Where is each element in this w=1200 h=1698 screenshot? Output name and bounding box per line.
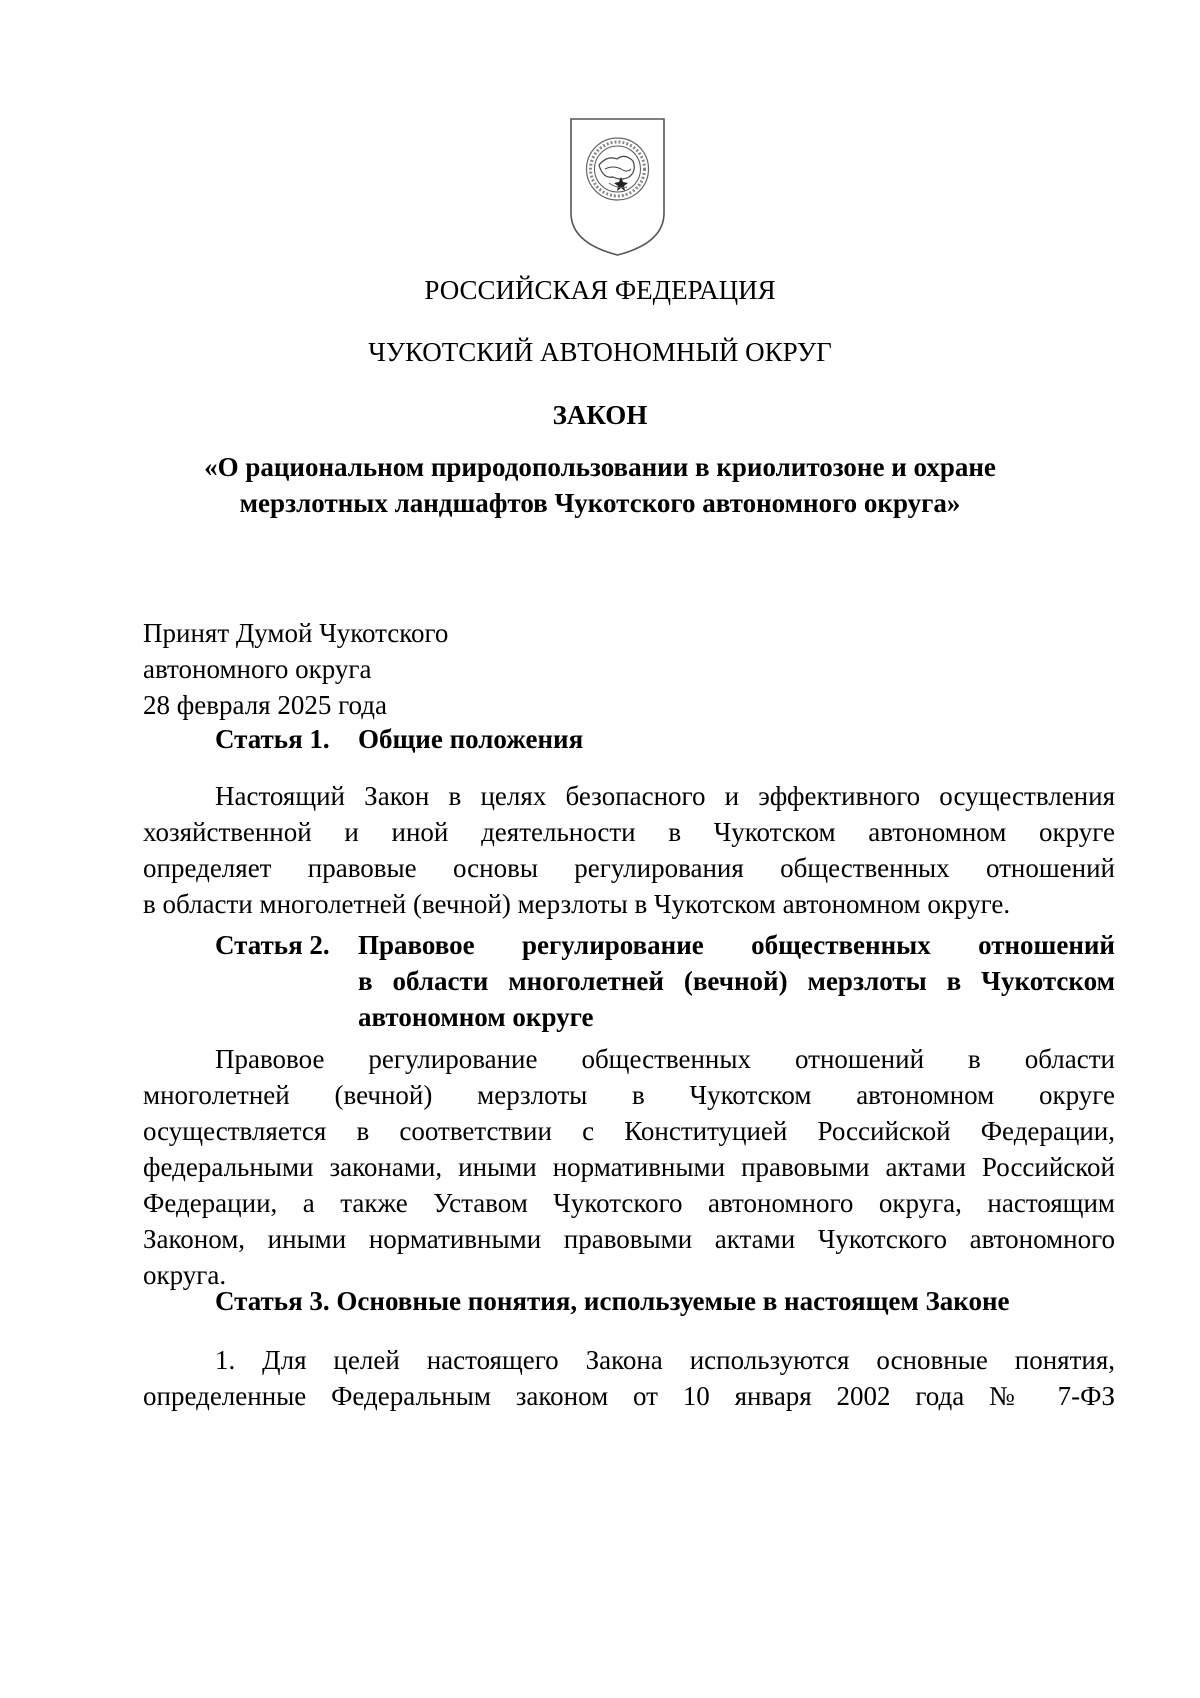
article-1-number: Статья 1. (215, 724, 330, 754)
article-1-line: в области многолетней (вечной) мерзлоты в Чукотском автономном округе. (143, 889, 1011, 919)
article-1-title: Общие положения (358, 724, 584, 754)
article-1-text (143, 778, 1115, 922)
article-2-title (358, 927, 1115, 1035)
coat-of-arms-emblem (569, 117, 666, 257)
article-1-line: Настоящий Закон в целях безопасного и эффективного осуществления (215, 781, 1115, 811)
article-1-line: хозяйственной и иной деятельности в Чукотском автономном округе (143, 817, 1115, 847)
document-type: ЗАКОН (552, 400, 648, 430)
article-2-text (143, 1041, 1115, 1293)
article-3-text (143, 1342, 1115, 1414)
article-2-line: Законом, иными нормативными правовыми актами Чукотского автономного (143, 1224, 1115, 1254)
article-2-line: федеральными законами, иными нормативными правовыми актами Российской (143, 1152, 1115, 1182)
article-3-line: 1. Для целей настоящего Закона используются основные понятия, (215, 1345, 1115, 1375)
law-title-line-2: мерзлотных ландшафтов Чукотского автономного округа» (239, 488, 961, 518)
article-2-line: Федерации, а также Уставом Чукотского автономного округа, настоящим (143, 1188, 1115, 1218)
article-2-line: многолетней (вечной) мерзлоты в Чукотском автономном округе (143, 1080, 1115, 1110)
region-name: ЧУКОТСКИЙ АВТОНОМНЫЙ ОКРУГ (368, 337, 832, 367)
article-2-line: осуществляется в соответствии с Конституцией Российской Федерации, (143, 1116, 1115, 1146)
article-2-line: Правовое регулирование общественных отношений в области (215, 1044, 1115, 1074)
article-2-line: округа. (143, 1260, 227, 1290)
country-name: РОССИЙСКАЯ ФЕДЕРАЦИЯ (424, 275, 776, 305)
law-title-line-1: «О рациональном природопользовании в криолитозоне и охране (204, 452, 996, 482)
article-3-heading: Статья 3. Основные понятия, используемые в настоящем Законе (215, 1286, 1010, 1316)
article-2-title-line: автономном округе (358, 1002, 594, 1032)
adoption-date: 28 февраля 2025 года (143, 690, 387, 720)
adoption-info (143, 615, 448, 723)
article-2-title-line: в области многолетней (вечной) мерзлоты в Чукотском (358, 966, 1115, 996)
article-2-title-line: Правовое регулирование общественных отношений (358, 930, 1115, 960)
article-1-line: определяет правовые основы регулирования общественных отношений (143, 853, 1115, 883)
article-3-line: определенные Федеральным законом от 10 января 2002 года № 7-ФЗ (143, 1381, 1115, 1411)
adoption-line-1: Принят Думой Чукотского (143, 618, 449, 648)
article-2-number: Статья 2. (215, 930, 330, 960)
adoption-line-2: автономного округа (143, 654, 372, 684)
